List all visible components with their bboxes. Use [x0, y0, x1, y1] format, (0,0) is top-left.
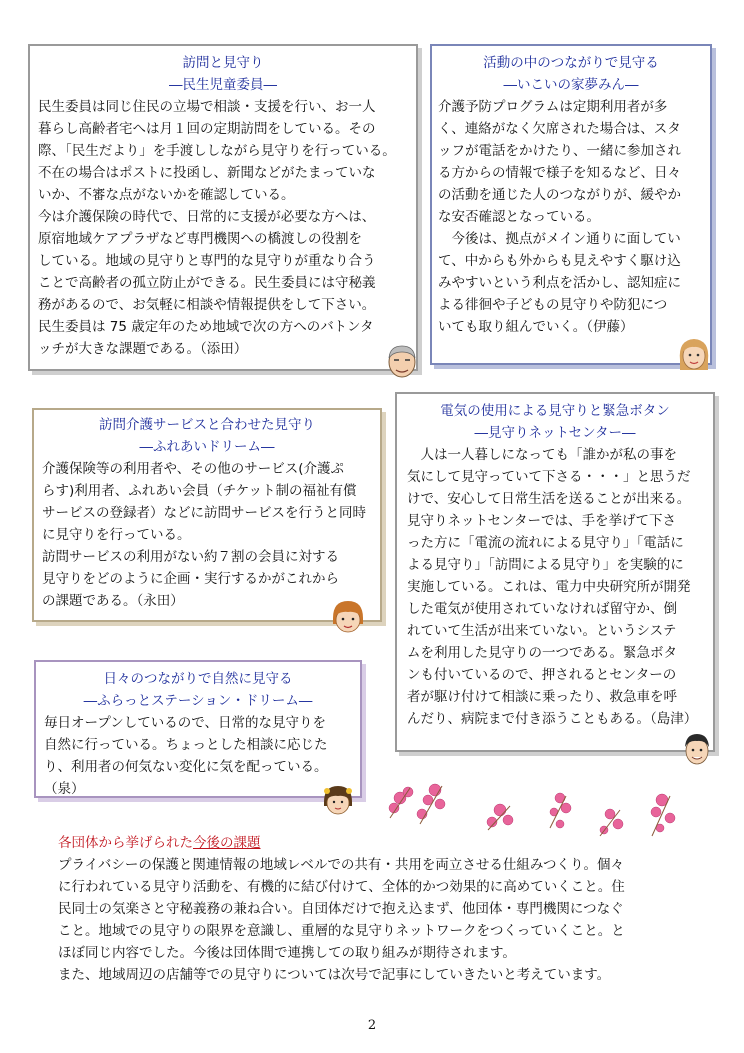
body-line: 不在の場合はポストに投函し、新聞などがたまっていな [38, 165, 376, 181]
issues-line: プライバシーの保護と関連情報の地域レベルでの共有・共用を両立させる仕組みつくり。個々 [58, 857, 625, 873]
body-line: の活動を通じた人のつながりが、緩やか [438, 187, 681, 203]
girl-face-icon [320, 782, 356, 818]
article-body [397, 444, 713, 730]
article-subtitle: ―いこいの家夢みん― [503, 77, 639, 93]
body-line: く、連絡がなく欠席された場合は、スタ [438, 121, 681, 137]
body-line: 人は一人暮しになっても「誰かが私の事を [407, 447, 677, 463]
body-line: 今後は、拠点がメイン通りに面してい [438, 231, 681, 247]
article-title: 日々のつながりで自然に見守る [103, 671, 293, 687]
body-line: んだり、病院まで付き添うこともある。（島津） [407, 711, 698, 727]
body-line: 実施している。これは、電力中央研究所が開発 [407, 579, 691, 595]
body-line: した電気が使用されていなければ留守か、倒 [407, 601, 677, 617]
body-line: 介護保険等の利用者や、その他のサービス(介護ぷ [42, 461, 344, 477]
body-line: 見守りをどのように企画・実行するかがこれから [42, 571, 339, 587]
body-line: れていて生活が出来ていない。というシステ [407, 623, 677, 639]
article-subtitle: ―ふらっとステーション・ドリーム― [83, 693, 313, 709]
woman-face-icon [676, 334, 712, 374]
article-title: 訪問介護サービスと合わせた見守り [99, 417, 315, 433]
child-face-icon [330, 598, 366, 636]
body-line: している。地域の見守りと専門的な見守りが重なり合う [38, 253, 376, 269]
future-issues-section [58, 832, 698, 986]
article-title: 電気の使用による見守りと緊急ボタン [440, 403, 670, 419]
body-line: 民生委員は 75 歳定年のため地域で次の方へのバトンタ [38, 319, 374, 335]
body-line: り、利用者の何気ない変化に気を配っている。 [44, 759, 328, 775]
elderly-man-face-icon [384, 340, 420, 380]
body-line: 毎日オープンしているので、日常的な見守りを [44, 715, 327, 731]
body-line: いても取り組んでいく。（伊藤） [438, 319, 634, 335]
body-line: よる徘徊や子どもの見守りや防犯につ [438, 297, 668, 313]
article-box-minsei [28, 44, 418, 371]
body-line: 原宿地域ケアプラザなど専門機関への橋渡しの役割を [38, 231, 362, 247]
section-heading [58, 832, 698, 854]
article-body [36, 712, 360, 800]
body-line: 暮らし高齢者宅へは月１回の定期訪問をしている。その [38, 121, 376, 137]
body-line: 者が駆け付けて相談に乗ったり、救急車を呼 [407, 689, 677, 705]
issues-line: こと。地域での見守りの限界を意識し、重層的な見守りネットワークをつくっていくこと。と [58, 923, 625, 939]
body-line: ンも付いているので、押されるとセンターの [407, 667, 677, 683]
body-line: 介護予防プログラムは定期利用者が多 [438, 99, 668, 115]
body-line: ッフが電話をかけたり、一緒に参加され [438, 143, 681, 159]
page-number: 2 [367, 1018, 377, 1033]
article-body [432, 96, 710, 338]
body-line: サービスの登録者）などに訪問サービスを行うと同時 [42, 505, 366, 521]
body-line: 訪問サービスの利用がない約７割の会員に対する [42, 549, 339, 565]
body-line: 民生委員は同じ住民の立場で相談・支援を行い、お一人 [38, 99, 376, 115]
issues-line: 民同士の気楽さと守秘義務の兼ね合い。自団体だけで抱え込まず、他団体・専門機関につなぐ [58, 901, 624, 917]
body-line: 自然に行っている。ちょっとした相談に応じた [44, 737, 328, 753]
body-line: （泉） [44, 781, 85, 797]
body-line: 務があるので、お気軽に相談や情報提供をして下さい。 [38, 297, 376, 313]
article-body [34, 458, 380, 612]
body-line: の課題である。（永田） [42, 593, 184, 609]
body-line: いか、不審な点がないかを確認している。 [38, 187, 295, 203]
body-line: よる見守り」「訪問による見守り」を実験的に [407, 557, 684, 573]
heading-prefix: 各団体から挙げられた [58, 835, 193, 851]
body-line: 見守りネットセンターでは、手を挙げて下さ [407, 513, 677, 529]
body-line: な安否確認となっている。 [438, 209, 600, 225]
body-line: ムを利用した見守りの一つである。緊急ボタ [407, 645, 677, 661]
body-line: らす)利用者、ふれあい会員（チケット制の福祉有償 [42, 483, 357, 499]
body-line: 際、「民生だより」を手渡ししながら見守りを行っている。 [38, 143, 396, 159]
article-title: 活動の中のつながりで見守る [483, 55, 659, 71]
body-line: て、中からも外からも見えやすく駆け込 [438, 253, 681, 269]
man-face-icon [680, 730, 714, 768]
body-line: 今は介護保険の時代で、日常的に支援が必要な方へは、 [38, 209, 376, 225]
heading-underlined: 今後の課題 [193, 835, 261, 851]
article-body [30, 96, 416, 360]
body-line: みやすいという利点を活かし、認知症に [438, 275, 681, 291]
body-line: る方からの情報で様子を知るなど、日々 [438, 165, 681, 181]
article-title: 訪問と見守り [182, 55, 264, 71]
article-subtitle: ―ふれあいドリーム― [139, 439, 275, 455]
issues-line: に行われている見守り活動を、有機的に結び付けて、全体的かつ効果的に高めていくこと。住 [58, 879, 625, 895]
body-line: った方に「電流の流れによる見守り」「電話に [407, 535, 684, 551]
article-box-mimamori-net [395, 392, 715, 752]
article-box-furatto [34, 660, 362, 798]
article-box-fureai [32, 408, 382, 622]
article-subtitle: ―民生児童委員― [169, 77, 277, 93]
article-box-ikoi [430, 44, 712, 365]
body-line: ッチが大きな課題である。（添田） [38, 341, 248, 357]
issues-line: また、地域周辺の店舗等での見守りについては次号で記事にしていきたいと考えています。 [58, 967, 611, 983]
body-line: に見守りを行っている。 [42, 527, 191, 543]
article-subtitle: ―見守りネットセンター― [474, 425, 636, 441]
body-line: けで、安心して日常生活を送ることが出来る。 [407, 491, 691, 507]
body-line: 気にして見守っていて下さる・・・」と思うだ [407, 469, 691, 485]
body-line: ことで高齢者の孤立防止ができる。民生委員には守秘義 [38, 275, 376, 291]
issues-line: ほぼ同じ内容でした。今後は団体間で連携しての取り組みが期待されます。 [58, 945, 516, 961]
